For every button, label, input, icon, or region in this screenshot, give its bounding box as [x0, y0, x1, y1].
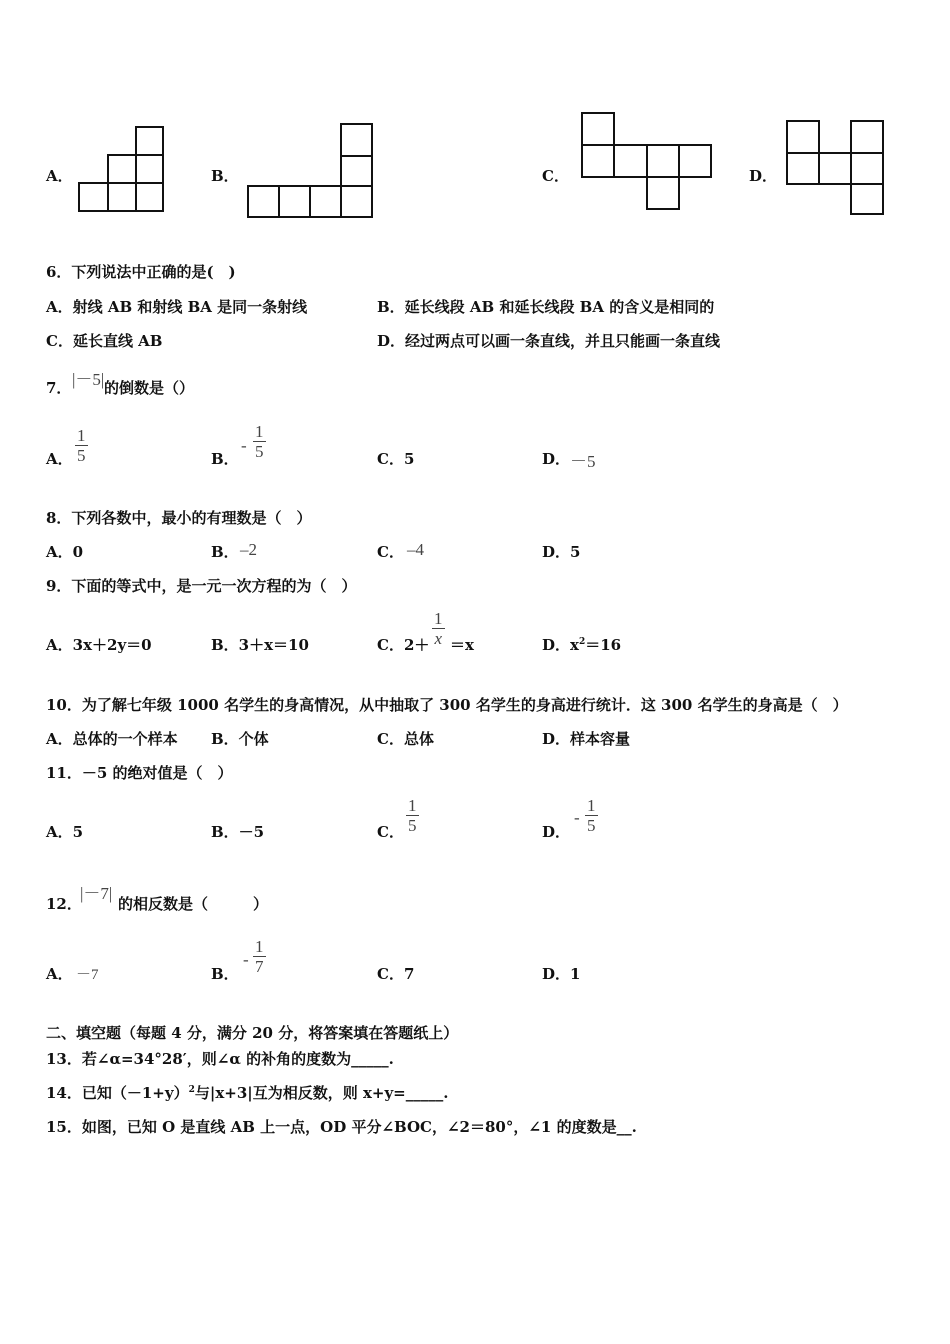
q7-option-d-label: D． — [542, 450, 571, 468]
q10-option-a: A．总体的一个样本 — [46, 730, 178, 748]
q8-option-c-label: C． — [377, 543, 404, 561]
q12-number: 12． — [46, 895, 82, 913]
q10-option-d: D．样本容量 — [542, 730, 631, 748]
q7-option-d-value: －5 — [570, 452, 596, 471]
q8-option-b-label: B． — [211, 543, 239, 561]
q5-option-d-figure — [784, 118, 888, 218]
q13-text: 13．若∠α=34°28′，则∠α 的补角的度数为_____. — [46, 1050, 394, 1068]
q9-option-d: D．$x^2=16$ — [542, 636, 622, 654]
q5-option-c-label: C． — [542, 167, 569, 185]
q5-option-d-label: D． — [749, 167, 778, 185]
q7-option-c: C．5 — [377, 450, 415, 468]
q11-option-b: B．－5 — [211, 823, 265, 841]
q10-option-b: B．个体 — [211, 730, 269, 748]
q6-option-b: B．延长线段 AB 和延长线段 BA 的含义是相同的 — [377, 298, 715, 316]
q7-abs-value: |－5| — [72, 370, 105, 389]
q7-option-a-fraction: $\frac{1}{5}$ — [77, 426, 86, 465]
q12-option-c: C．7 — [377, 965, 415, 983]
q10-stem: 10．为了解七年级 1000 名学生的身高情况，从中抽取了 300 名学生的身高进行统计．这 300 名学生的身高是（ ） — [46, 696, 848, 714]
q9-option-c-fraction: $\frac{1}{x}$ — [434, 609, 443, 648]
q7-option-b-label: B． — [211, 450, 239, 468]
q12-option-b-fraction: $\frac{1}{7}$ — [255, 937, 264, 976]
q11-option-d-sign: - — [574, 808, 580, 827]
q11-option-d-fraction: $\frac{1}{5}$ — [587, 796, 596, 835]
q12-abs-value: |－7| — [80, 884, 113, 903]
q9-option-a: A．3x＋2y＝0 — [46, 636, 152, 654]
q6-option-d: D．经过两点可以画一条直线，并且只能画一条直线 — [377, 332, 721, 350]
q12-option-a-label: A． — [46, 965, 73, 983]
q7-stem: 的倒数是（） — [104, 379, 195, 397]
q12-option-b-label: B． — [211, 965, 239, 983]
q5-option-b-figure — [245, 121, 377, 221]
q9-option-c-label: C．2＋ — [377, 636, 430, 654]
q11-option-d-label: D． — [542, 823, 571, 841]
q7-number: 7． — [46, 379, 72, 397]
q8-stem: 8．下列各数中，最小的有理数是（ ） — [46, 509, 312, 527]
q5-option-b-label: B． — [211, 167, 239, 185]
q7-option-b-sign: - — [241, 436, 247, 455]
q10-option-c: C．总体 — [377, 730, 434, 748]
q8-option-d: D．5 — [542, 543, 581, 561]
q11-option-c-fraction: $\frac{1}{5}$ — [408, 796, 417, 835]
q6-option-c: C．延长直线 AB — [46, 332, 163, 350]
q6-stem: 6．下列说法中正确的是( ) — [46, 263, 236, 281]
q5-option-a-figure — [76, 124, 166, 214]
q5-option-c-figure — [579, 110, 716, 214]
q8-option-c-value: –4 — [407, 540, 424, 559]
q12-option-a-value: －7 — [76, 967, 99, 983]
q5-option-a-label: A． — [46, 167, 73, 185]
q12-option-b-sign: - — [243, 950, 249, 969]
q11-stem: 11．－5 的绝对值是（ ） — [46, 764, 233, 782]
q12-stem: 的相反数是（ ） — [118, 895, 269, 913]
q9-option-c-tail: ＝x — [450, 636, 474, 654]
q11-option-c-label: C． — [377, 823, 404, 841]
q15-text: 15．如图，已知 O 是直线 AB 上一点，OD 平分∠BOC，∠2＝80°，∠1 的度数是__. — [46, 1118, 637, 1136]
q9-stem: 9．下面的等式中，是一元一次方程的为（ ） — [46, 577, 357, 595]
q8-option-b-value: –2 — [240, 540, 257, 559]
q14-text: 14．已知$(-1+y)^2$与|x+3|互为相反数，则 x+y=_____. — [46, 1084, 449, 1102]
q9-option-b: B．3＋x＝10 — [211, 636, 309, 654]
q7-option-b-fraction: $\frac{1}{5}$ — [255, 422, 264, 461]
q8-option-a: A．0 — [46, 543, 84, 561]
q12-option-d: D．1 — [542, 965, 581, 983]
q6-option-a: A．射线 AB 和射线 BA 是同一条射线 — [46, 298, 308, 316]
q7-option-a-label: A． — [46, 450, 73, 468]
section2-heading: 二、填空题（每题 4 分，满分 20 分，将答案填在答题纸上） — [46, 1024, 459, 1042]
q11-option-a: A．5 — [46, 823, 84, 841]
